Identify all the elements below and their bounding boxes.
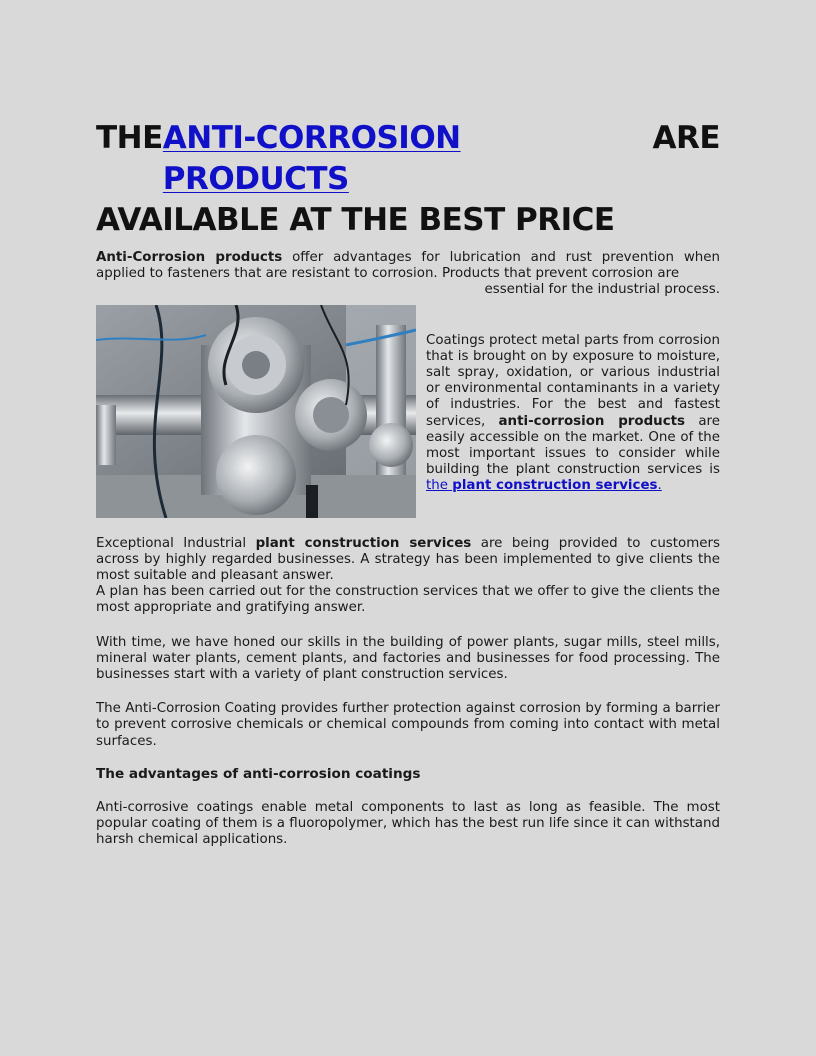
paragraph-1 [96,536,720,585]
plant-construction-link[interactable] [426,478,662,493]
title-line-1 [96,118,720,200]
link-bold: plant construction services [452,478,658,494]
title-line-2: AVAILABLE AT THE BEST PRICE [96,202,615,238]
title-prefix: THE [96,120,163,156]
paragraph-5: Anti-corrosive coatings enable metal components to last as long as feasible. The most popular coating of them is a fluoropolymer, which has the best run life since it can withstand harsh chemical applications. [96,800,720,848]
paragraph-2: A plan has been carried out for the construction services that we offer to give the clients the most appropriate and gratifying answer. [96,584,720,616]
paragraph-4: The Anti-Corrosion Coating provides further protection against corrosion by forming a barrier to prevent corrosive chemicals or chemical compounds from coming into contact with metal surfaces. [96,701,720,749]
industrial-pipes-photo [96,305,416,518]
intro-text: offer advantages for lubrication and rust prevention when applied to fasteners that are resistant to corrosion. Products that prevent corrosion are [96,250,720,282]
section-heading: The advantages of anti-corrosion coatings [96,765,421,782]
article [96,118,720,849]
side-text [426,333,720,495]
paragraph-3: With time, we have honed our skills in the building of power plants, sugar mills, steel mills, mineral water plants, cement plants, and factories and businesses for food processing. The businesses start with a variety of plant construction services. [96,634,720,683]
intro-paragraph [96,250,720,282]
side-text-1: Coatings protect metal parts from corrosion that is brought on by exposure to moisture, salt spray, oxidation, or various industrial or environmental contaminants in a variety of industries. For the best and fastest services, [426,332,720,429]
link-end: . [657,478,662,494]
side-text-2: are easily accessible on the market. One of the most important issues to consider while building the plant construction services is [426,413,720,478]
intro-last-line: essential for the industrial process. [484,282,720,298]
title-link[interactable]: ANTI-CORROSION PRODUCTS [162,120,461,197]
image-with-text [96,305,720,518]
title-word-are: ARE [652,120,720,156]
page-title [96,118,720,241]
side-bold: anti-corrosion products [498,413,686,429]
p1-text-2: are being provided to customers across by highly regarded businesses. A strategy has been implemented to give clients the most suitable and pleasant answer. [96,535,720,584]
p1-text-1: Exceptional Industrial [96,535,256,551]
link-prefix: the [426,478,453,494]
intro-bold: Anti-Corrosion products [96,250,283,265]
side-paragraph [426,333,720,495]
p1-bold: plant construction services [255,535,472,551]
